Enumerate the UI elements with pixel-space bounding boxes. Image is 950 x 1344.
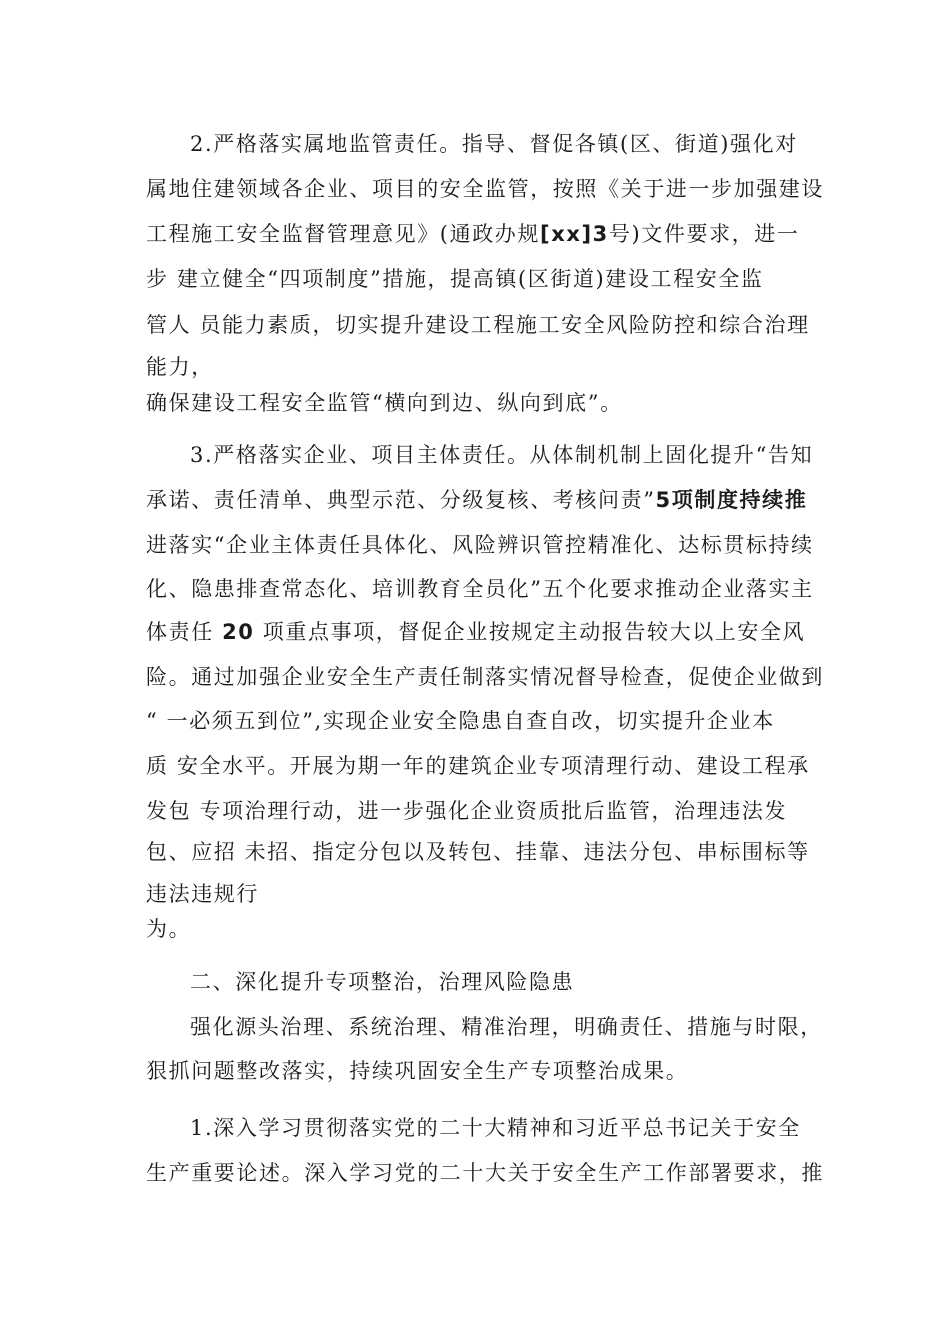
- text-run: 属地住建领域各企业、项目的安全监管，按照《关于进一步加强建设: [146, 177, 824, 201]
- text-run: 化、隐患排查常态化、培训教育全员化”五个化要求推动企业落实主: [146, 577, 814, 601]
- text-run: 狠抓问题整改落实，持续巩固安全生产专项整治成果。: [146, 1059, 689, 1083]
- para-2-line: [146, 220, 800, 248]
- text-run: 项重点事项，督促企业按规定主动报告较大以上安全风: [254, 620, 806, 644]
- para-1-line: [146, 1159, 824, 1187]
- text-run: “ 一必须五到位”,实现企业安全隐患自查自改，切实提升企业本: [146, 709, 775, 733]
- text-run: 号)文件要求，进一: [608, 222, 800, 246]
- para-3-line: [190, 441, 813, 469]
- para-2-line: [146, 265, 764, 293]
- para-3-line: [146, 915, 191, 943]
- text-run: 确保建设工程安全监管“横向到边、纵向到底”。: [146, 391, 623, 415]
- text-run: 20: [222, 620, 255, 644]
- para-3-line: [146, 797, 787, 825]
- para-2-line: [146, 353, 214, 381]
- text-run: 承诺、责任清单、典型示范、分级复核、考核问责”: [146, 488, 656, 512]
- para-intro-line: [190, 1013, 823, 1041]
- text-run: 1.深入学习贯彻落实党的二十大精神和习近平总书记关于安全: [190, 1116, 801, 1140]
- text-run: 体责任: [146, 620, 223, 644]
- para-1-line: [190, 1114, 801, 1142]
- para-3-line: [146, 618, 805, 646]
- text-run: 为。: [146, 917, 192, 941]
- text-run: 步 建立健全“四项制度”措施，提高镇(区街道)建设工程安全监: [146, 267, 764, 291]
- text-run: 能力，: [146, 355, 214, 379]
- text-run: 强化源头治理、系统治理、精准治理，明确责任、措施与时限，: [190, 1015, 823, 1039]
- para-2-line: [146, 311, 810, 339]
- para-3-line: [146, 838, 810, 866]
- para-2-line: [146, 389, 623, 417]
- para-2-line: [190, 130, 798, 158]
- text-run: 生产重要论述。深入学习党的二十大关于安全生产工作部署要求，推: [146, 1161, 824, 1185]
- text-run: 质 安全水平。开展为期一年的建筑企业专项清理行动、建设工程承: [146, 754, 810, 778]
- heading-2-line: [190, 968, 574, 996]
- text-run: 违法违规行: [146, 882, 259, 906]
- text-run: 进落实“企业主体责任具体化、风险辨识管控精准化、达标贯标持续: [146, 533, 814, 557]
- text-run: 5项制度持续推: [655, 488, 808, 512]
- text-run: 二、深化提升专项整治，治理风险隐患: [190, 970, 575, 994]
- para-3-line: [146, 880, 259, 908]
- para-3-line: [146, 486, 807, 514]
- para-2-line: [146, 175, 824, 203]
- text-run: 2.严格落实属地监管责任。指导、督促各镇(区、街道)强化对: [190, 132, 798, 156]
- text-run: [xx]3: [540, 222, 609, 246]
- para-3-line: [146, 663, 824, 691]
- para-intro-line: [146, 1057, 688, 1085]
- para-3-line: [146, 707, 775, 735]
- text-run: 发包 专项治理行动，进一步强化企业资质批后监管，治理违法发: [146, 799, 788, 823]
- text-run: 包、应招 未招、指定分包以及转包、挂靠、违法分包、串标围标等: [146, 840, 810, 864]
- text-run: 3.严格落实企业、项目主体责任。从体制机制上固化提升“告知: [190, 443, 814, 467]
- text-run: 管人 员能力素质，切实提升建设工程施工安全风险防控和综合治理: [146, 313, 810, 337]
- text-run: 工程施工安全监督管理意见》(通政办规: [146, 222, 540, 246]
- para-3-line: [146, 752, 810, 780]
- text-run: 险。通过加强企业安全生产责任制落实情况督导检查，促使企业做到: [146, 665, 824, 689]
- para-3-line: [146, 575, 814, 603]
- para-3-line: [146, 531, 814, 559]
